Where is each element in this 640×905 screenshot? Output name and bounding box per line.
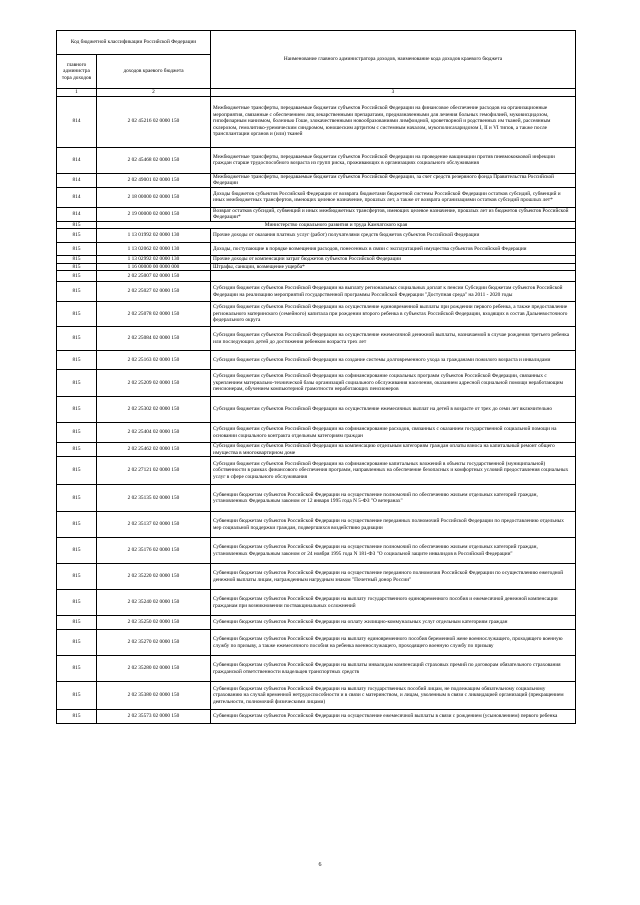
admin-code-cell: 815 [57,710,97,724]
column-number-2: 2 [97,89,211,97]
table-row [57,457,576,485]
table-row [57,243,576,256]
table-row [57,256,576,264]
admin-code-cell: 814 [57,187,97,207]
admin-code-cell: 815 [57,630,97,656]
table-row [57,351,576,370]
revenue-code-cell: 2 02 35220 02 0000 150 [97,564,211,590]
revenue-name-cell: Субвенции бюджетам субъектов Российской Федерации на выплату государственных пособий лицам, не подлежащим обязательному социальному страхованию на случай временной нетрудоспособности и в связи с материнством, и лицам, уволенным в связи с ликвидацией организаций (прекращением деятельности, полномочий физическими лицами) [211,682,576,710]
revenue-name-cell: Субсидии бюджетам субъектов Российской Федерации на осуществление ежемесячных выплат на детей в возрасте от трех до семи лет включительно [211,397,576,423]
admin-code-cell: 815 [57,512,97,538]
table-body [57,96,576,724]
table-row [57,147,576,173]
table-row [57,538,576,564]
revenue-name-cell: Субвенции бюджетам субъектов Российской Федерации на осуществление переданного полномочия Российской Федерации по осуществлению ежегодной денежной выплаты лицам, награжденным нагрудным знаком "Почетный донор России" [211,564,576,590]
table-row [57,616,576,630]
admin-code-cell: 814 [57,96,97,147]
revenue-code-cell: 2 02 25163 02 0000 150 [97,351,211,370]
revenue-code-cell: 2 02 35137 02 0000 150 [97,512,211,538]
revenue-code-cell: 2 02 35280 02 0000 150 [97,656,211,682]
admin-code-cell: 814 [57,173,97,187]
revenue-name-cell: Субсидии бюджетам субъектов Российской Федерации на софинансирование капитальных вложений в объекты государственной (муниципальной) собственности в рамках финансового обеспечения программ, направленных на обеспечение безопасных и комфортных условий предоставления социальных услуг в сфере социального обслуживания [211,457,576,485]
admin-code-cell: 815 [57,682,97,710]
admin-code-cell: 815 [57,256,97,264]
table-row [57,564,576,590]
revenue-code-cell: 2 02 49001 02 0000 150 [97,173,211,187]
admin-code-cell: 815 [57,221,97,229]
revenue-name-cell: Субвенции бюджетам субъектов Российской Федерации на выплату единовременного пособия беременной жене военнослужащего, проходящего военную службу по призыву, а также ежемесячного пособия на ребенка военнослужащего, проходящего военную службу по призыву [211,630,576,656]
revenue-name-cell: Штрафы, санкции, возмещение ущерба* [211,263,576,271]
admin-code-cell: 815 [57,538,97,564]
table-row [57,397,576,423]
admin-code-cell: 815 [57,302,97,327]
table-row [57,271,576,282]
table-row [57,282,576,302]
table-row [57,443,576,457]
revenue-code-cell: 2 02 25027 02 0000 150 [97,282,211,302]
revenue-classification-table [56,30,576,724]
revenue-name-cell: Субвенции бюджетам субъектов Российской Федерации на осуществление полномочий по обеспечению жильем отдельных категорий граждан, установленных Федеральным законом от 12 января 1995 года N 5-ФЗ "О ветеранах" [211,485,576,512]
revenue-code-cell: 2 02 35380 02 0000 150 [97,682,211,710]
table-row [57,512,576,538]
revenue-code-cell: 2 02 35176 02 0000 150 [97,538,211,564]
revenue-name-cell: Субсидии бюджетам субъектов Российской Федерации на выплату региональных социальных доплат к пенсии Субсидии бюджетам субъектов Российской Федерации на реализацию мероприятий государственной программы Российской Федерации "Доступная среда" на 2011 - 2020 годы [211,282,576,302]
revenue-name-cell: Субсидии бюджетам субъектов Российской Федерации на компенсацию отдельным категориям граждан оплаты взноса на капитальный ремонт общего имущества в многоквартирном доме [211,443,576,457]
table-row [57,187,576,207]
table-row [57,630,576,656]
revenue-name-cell: Субсидии бюджетам субъектов Российской Федерации на осуществление единовременной выплаты при рождении первого ребенка, а также предоставление регионального материнского (семейного) капитала при рождении второго ребенка в субъектах Российской Федерации, входящих в состав Дальневосточного федерального округа [211,302,576,327]
admin-code-cell: 815 [57,229,97,243]
column-number-3: 3 [211,89,576,97]
admin-code-cell: 814 [57,147,97,173]
revenue-name-cell: Доходы, поступающие в порядке возмещения расходов, понесенных в связи с эксплуатацией имущества субъектов Российской Федерации [211,243,576,256]
revenue-name-cell: Субвенции бюджетам субъектов Российской Федерации на осуществление полномочий по обеспечению жильем отдельных категорий граждан, установленных Федеральным законом от 24 ноября 1995 года N 181-ФЗ "О социальной защите инвалидов в Российской Федерации" [211,538,576,564]
admin-code-cell: 815 [57,457,97,485]
revenue-code-cell: 1 13 02062 02 0000 130 [97,243,211,256]
revenue-code-cell: 2 02 25007 02 0000 150 [97,271,211,282]
table-row [57,370,576,397]
admin-code-cell: 815 [57,443,97,457]
revenue-name-cell: Прочие доходы от компенсации затрат бюджетов субъектов Российской Федерации [211,256,576,264]
revenue-name-cell: Субвенции бюджетам субъектов Российской Федерации на выплату государственного единовременного пособия и ежемесячной денежной компенсации гражданам при возникновении поствакцинальных осложнений [211,590,576,616]
revenue-code-cell: 2 02 25404 02 0000 150 [97,423,211,443]
revenue-code-cell: 2 02 45216 02 0000 150 [97,96,211,147]
table-row [57,263,576,271]
admin-code-cell: 815 [57,351,97,370]
admin-code-cell: 815 [57,656,97,682]
page-number: 6 [318,862,322,868]
admin-code-cell: 815 [57,370,97,397]
revenue-name-cell: Субсидии бюджетам субъектов Российской Федерации на софинансирование социальных программ субъектов Российской Федерации, связанных с укреплением материально-технической базы организаций социального обслуживания населения, оказанием адресной социальной помощи неработающим пенсионерам, обучением компьютерной грамотности неработающих пенсионеров [211,370,576,397]
table-row [57,221,576,229]
revenue-code-cell: 2 02 25078 02 0000 150 [97,302,211,327]
admin-code-cell: 815 [57,564,97,590]
table-row [57,173,576,187]
revenue-code-cell: 2 02 35250 02 0000 150 [97,616,211,630]
revenue-name-cell: Межбюджетные трансферты, передаваемые бюджетам субъектов Российской Федерации на проведение вакцинации против пневмококковой инфекции граждан старше трудоспособного возраста из групп риска, проживающих в организациях социального обслуживания [211,147,576,173]
revenue-name-cell: Субвенции бюджетам субъектов Российской Федерации на осуществление ежемесячной выплаты в связи с рождением (усыновлением) первого ребенка [211,710,576,724]
admin-code-cell: 815 [57,616,97,630]
admin-code-cell: 815 [57,243,97,256]
header-classification-group: Код бюджетной классификации Российской Федерации [57,31,211,55]
header-code: доходов краевого бюджета [97,55,211,89]
revenue-code-cell: 2 02 35573 02 0000 150 [97,710,211,724]
admin-code-cell: 815 [57,590,97,616]
table-row [57,96,576,147]
revenue-name-cell [211,271,576,282]
revenue-code-cell: 2 02 25084 02 0000 150 [97,327,211,351]
table-row [57,682,576,710]
admin-code-cell: 815 [57,282,97,302]
table-row [57,229,576,243]
ministry-heading: Министерство социального развития и труда Камчатского края [97,221,576,229]
revenue-code-cell: 2 02 35240 02 0000 150 [97,590,211,616]
header-admin: главного администра тора доходов [57,55,97,89]
admin-code-cell: 815 [57,397,97,423]
revenue-name-cell: Субсидии бюджетам субъектов Российской Федерации на создание системы долговременного ухода за гражданами пожилого возраста и инвалидами [211,351,576,370]
table-row [57,590,576,616]
table-row [57,302,576,327]
revenue-name-cell: Субсидии бюджетам субъектов Российской Федерации на осуществление ежемесячной денежной выплаты, назначаемой в случае рождения третьего ребенка или последующих детей до достижения ребенком возраста трех лет [211,327,576,351]
admin-code-cell: 815 [57,271,97,282]
admin-code-cell: 815 [57,423,97,443]
revenue-name-cell: Межбюджетные трансферты, передаваемые бюджетам субъектов Российской Федерации, за счет средств резервного фонда Правительства Российской Федерации [211,173,576,187]
admin-code-cell: 815 [57,263,97,271]
revenue-name-cell: Прочие доходы от оказания платных услуг (работ) получателями средств бюджетов субъектов Российской Федерации [211,229,576,243]
revenue-name-cell: Доходы бюджетов субъектов Российской Федерации от возврата бюджетами бюджетной системы Российской Федерации остатков субсидий, субвенций и иных межбюджетных трансфертов, имеющих целевое назначение, прошлых лет, а также от возврата организациями остатков субсидий прошлых лет* [211,187,576,207]
revenue-code-cell: 1 16 00000 00 0000 000 [97,263,211,271]
revenue-name-cell: Субсидии бюджетам субъектов Российской Федерации на софинансирование расходов, связанных с оказанием государственной социальной помощи на основании социального контракта отдельным категориям граждан [211,423,576,443]
admin-code-cell: 814 [57,207,97,221]
revenue-name-cell: Субвенции бюджетам субъектов Российской Федерации на осуществление переданных полномочий Российской Федерации по предоставлению отдельных мер социальной поддержки граждан, подвергшихся воздействию радиации [211,512,576,538]
revenue-name-cell: Возврат остатков субсидий, субвенций и иных межбюджетных трансфертов, имеющих целевое назначение, прошлых лет из бюджетов субъектов Российской Федерации* [211,207,576,221]
admin-code-cell: 815 [57,327,97,351]
revenue-name-cell: Субвенции бюджетам субъектов Российской Федерации на выплаты инвалидам компенсаций страховых премий по договорам обязательного страхования гражданской ответственности владельцев транспортных средств [211,656,576,682]
revenue-code-cell: 2 02 25462 02 0000 150 [97,443,211,457]
table-row [57,423,576,443]
revenue-code-cell: 2 02 45468 02 0000 150 [97,147,211,173]
revenue-name-cell: Межбюджетные трансферты, передаваемые бюджетам субъектов Российской Федерации на финансовое обеспечение расходов на организационные мероприятия, связанные с обеспечением лиц лекарственными препаратами, предназначенными для лечения больных гемофилией, муковисцидозом, гипофизарным нанизмом, болезнью Гоше, злокачественными новообразованиями лимфоидной, кроветворной и родственных им тканей, рассеянным склерозом, гемолитико-уремическим синдромом, юношеским артритом с системным началом, мукополисахаридозом I, II и VI типов, а также после трансплантации органов и (или) тканей [211,96,576,147]
revenue-name-cell: Субвенции бюджетам субъектов Российской Федерации на оплату жилищно-коммунальных услуг отдельным категориям граждан [211,616,576,630]
column-number-1: 1 [57,89,97,97]
revenue-code-cell: 1 13 02992 02 0000 130 [97,256,211,264]
revenue-code-cell: 2 19 00000 02 0000 150 [97,207,211,221]
revenue-code-cell: 2 02 25302 02 0000 150 [97,397,211,423]
revenue-code-cell: 2 02 35270 02 0000 150 [97,630,211,656]
table-row [57,207,576,221]
revenue-code-cell: 1 13 01992 02 0000 130 [97,229,211,243]
revenue-code-cell: 2 02 35135 02 0000 150 [97,485,211,512]
admin-code-cell: 815 [57,485,97,512]
table-row [57,710,576,724]
revenue-code-cell: 2 18 00000 02 0000 150 [97,187,211,207]
header-name: Наименование главного администратора доходов, наименование кода доходов краевого бюджета [211,31,576,89]
revenue-code-cell: 2 02 25209 02 0000 150 [97,370,211,397]
revenue-code-cell: 2 02 27121 02 0000 150 [97,457,211,485]
table-row [57,327,576,351]
table-row [57,485,576,512]
table-row [57,656,576,682]
